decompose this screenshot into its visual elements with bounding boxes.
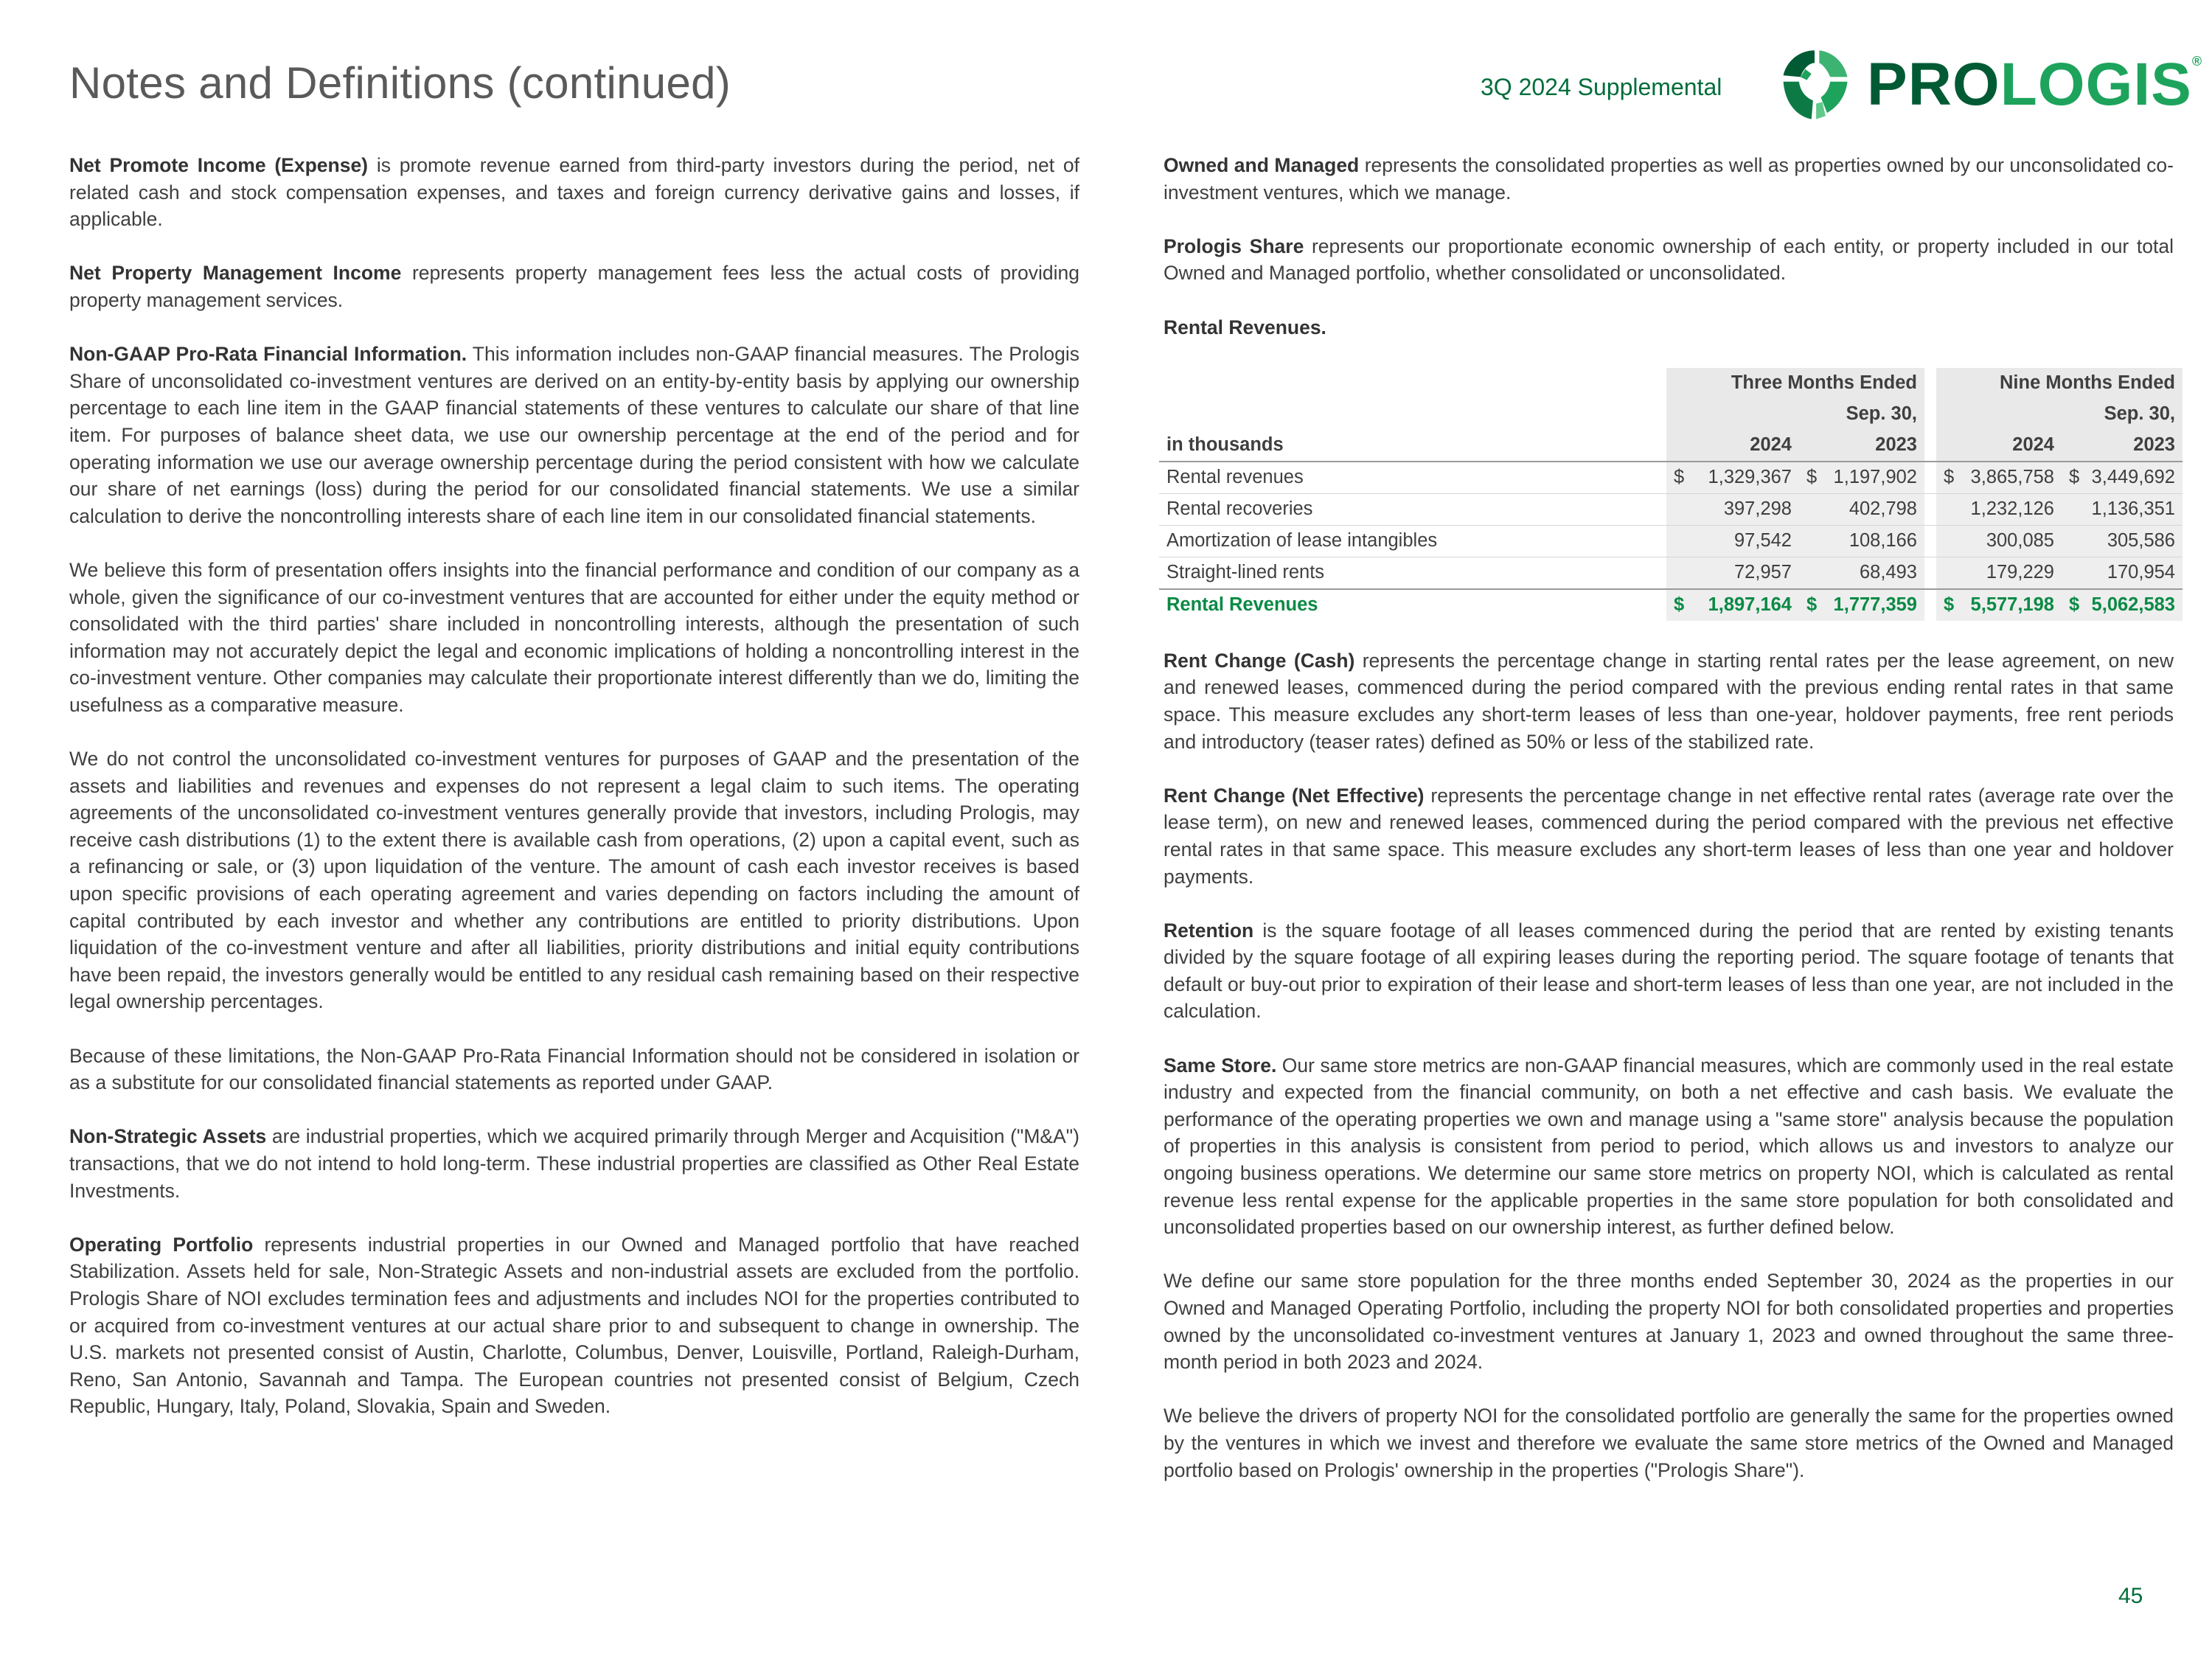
term: Prologis Share xyxy=(1164,234,1304,257)
year-header: 2023 xyxy=(2062,430,2183,462)
term: Rent Change (Net Effective) xyxy=(1164,784,1425,807)
table-cell: 170,954 xyxy=(2062,557,2183,590)
cell-value: 5,062,583 xyxy=(2091,594,2175,616)
table-cell: 1,232,126 xyxy=(1936,494,2062,526)
definition-operating-portfolio xyxy=(69,1231,1079,1420)
right-column xyxy=(1164,152,2174,1511)
definition-text: This information includes non-GAAP financial measures. The Prologis Share of unconsolidated co-investment ventures are derived on an entity-by-entity basis by applying our ownership percentage to each line item in the GAAP financial statements of these ventures to calculate our share of that line item. For purposes of balance sheet data, we use our ownership percentage at the end of the period and for operating information we use our average ownership percentage during the period consistent with how we calculate our share of net earnings (loss) during the period for our consolidated financial statements. We use a similar calculation to derive the noncontrolling interests share of each line item in our consolidated financial statements. xyxy=(69,343,1079,527)
paragraph-control-limitations xyxy=(69,745,1079,1015)
definition-text: represents the percentage change in starting rental rates per the lease agreement, on new and renewed leases, commenced during the period compared with the previous ending rental rates in that same space. This measure excludes any short-term leases of less than one-year, holdover payments, free rent periods and introductory (teaser rates) defined as 50% or less of the stabilized rate. xyxy=(1164,649,2174,753)
definition-text: is promote revenue earned from third-party investors during the period, net of related cash and stock compensation expenses, and taxes and foreign currency derivative gains and losses, if applicable. xyxy=(69,154,1080,231)
left-column xyxy=(69,152,1079,1447)
row-label: Rental recoveries xyxy=(1159,494,1666,526)
table-cell: 108,166 xyxy=(1799,526,1924,557)
row-label: Rental revenues xyxy=(1159,462,1666,494)
year-header: 2023 xyxy=(1799,430,1924,462)
header-nine-months: Nine Months Ended xyxy=(1936,368,2183,399)
unit-label: in thousands xyxy=(1159,430,1666,462)
table-header-group-row xyxy=(1159,368,2183,399)
table-cell xyxy=(1936,590,2062,621)
table-cell xyxy=(1666,590,1799,621)
definition-non-gaap-pro-rata xyxy=(69,341,1079,529)
cell-value: 3,449,692 xyxy=(2091,467,2175,488)
term: Owned and Managed xyxy=(1164,154,1360,176)
rental-revenues-table xyxy=(1159,368,2183,621)
year-header: 2024 xyxy=(1936,430,2062,462)
table-cell: 97,542 xyxy=(1666,526,1799,557)
dollar-sign: $ xyxy=(1674,467,1685,488)
definition-net-promote-income xyxy=(69,152,1079,233)
table-row xyxy=(1159,494,2183,526)
cell-value: 1,197,902 xyxy=(1833,467,1917,488)
paragraph-same-store-population xyxy=(1164,1267,2174,1375)
definition-text: represents the consolidated properties as well as properties owned by our unconsolidated co-investment ventures, which we manage. xyxy=(1164,154,2174,204)
paragraph-noi-drivers xyxy=(1164,1402,2174,1484)
paragraph-text: We believe this form of presentation offers insights into the financial performance and condition of our company as a whole, given the significance of our co-investment ventures that are accounted for either under the equity method or consolidated with the third parties' share included in noncontrolling interests, although the presentation of such information may not accurately depict the legal and economic implications of holding a noncontrolling interest in the co-investment venture. Other companies may calculate their proportionate interest differently than we do, limiting the usefulness as a comparative measure. xyxy=(69,558,1079,716)
definition-owned-and-managed xyxy=(1164,152,2174,206)
table-cell: 72,957 xyxy=(1666,557,1799,590)
definition-text: represents industrial properties in our Owned and Managed portfolio that have reached Stabilization. Assets held for sale, Non-Strategic Assets and non-industrial assets are excluded from the portfolio. Prologis Share of NOI excludes termination fees and adjustments and includes NOI for the properties contributed to or acquired from co-investment ventures at our actual share prior to and subsequent to change in ownership. The U.S. markets not presented consist of Austin, Charlotte, Columbus, Denver, Louisville, Portland, Raleigh-Durham, Reno, San Antonio, Savannah and Tampa. The European countries not presented consist of Belgium, Czech Republic, Hungary, Italy, Poland, Slovakia, Spain and Sweden. xyxy=(69,1233,1080,1418)
globe-logo-icon xyxy=(1775,46,1854,124)
definition-same-store xyxy=(1164,1052,2174,1241)
dollar-sign: $ xyxy=(1944,467,1955,488)
definition-rent-change-net-effective xyxy=(1164,782,2174,890)
table-cell xyxy=(2062,462,2183,494)
table-cell xyxy=(1799,462,1924,494)
dollar-sign: $ xyxy=(1806,594,1818,616)
definition-non-strategic-assets xyxy=(69,1123,1079,1204)
term: Retention xyxy=(1164,919,1254,942)
table-total-row xyxy=(1159,590,2183,621)
definition-net-property-management-income xyxy=(69,260,1079,313)
paragraph-text: We do not control the unconsolidated co-investment ventures for purposes of GAAP and the presentation of the assets and liabilities and revenues and expenses do not represent a legal claim to such items. The operating agreements of the unconsolidated co-investment ventures generally provide that investors, including Prologis, may receive cash distributions (1) to the extent there is available cash from operations, (2) upon a capital event, such as a refinancing or sale, or (3) upon liquidation of the venture. The amount of cash each investor receives is based upon specific provisions of each operating agreement and varies depending on factors including the amount of capital contributed by each investor and whether any contributions are entitled to priority distributions. Upon liquidation of the co-investment venture and after all liabilities, priority distributions and initial equity contributions have been repaid, the investors generally would be entitled to any residual cash remaining based on their respective legal ownership percentages. xyxy=(69,748,1079,1013)
page-title: Notes and Definitions (continued) xyxy=(69,58,731,108)
year-header: 2024 xyxy=(1666,430,1799,462)
term: Net Promote Income (Expense) xyxy=(69,154,369,176)
table-header-period-row xyxy=(1159,399,2183,430)
paragraph-because-limitations xyxy=(69,1043,1079,1096)
table-cell: 305,586 xyxy=(2062,526,2183,557)
paragraph-text: Because of these limitations, the Non-GAAP Pro-Rata Financial Information should not be considered in isolation or as a substitute for our consolidated financial statements as reported under GAAP. xyxy=(69,1044,1079,1094)
prologis-logo xyxy=(1775,46,2202,124)
cell-value: 1,777,359 xyxy=(1833,594,1917,616)
term: Non-GAAP Pro-Rata Financial Information. xyxy=(69,343,467,366)
cell-value: 3,865,758 xyxy=(1970,467,2054,488)
dollar-sign: $ xyxy=(1806,467,1818,488)
definition-rental-revenues xyxy=(1164,314,2174,341)
definition-text: represents property management fees less the actual costs of providing property management services. xyxy=(69,262,1079,311)
term: Rental Revenues. xyxy=(1164,316,1326,338)
cell-value: 1,329,367 xyxy=(1708,467,1792,488)
table-header-year-row xyxy=(1159,430,2183,462)
paragraph-text: We believe the drivers of property NOI for the consolidated portfolio are generally the same for the properties owned by the ventures in which we invest and therefore we evaluate the same store metrics of the Owned and Managed portfolio based on Prologis' ownership in the properties ("Prologis Share"). xyxy=(1164,1405,2174,1481)
term: Rent Change (Cash) xyxy=(1164,649,1355,672)
table-cell: 397,298 xyxy=(1666,494,1799,526)
table-cell xyxy=(1799,590,1924,621)
definition-text: represents the percentage change in net effective rental rates (average rate over the lease term), on new and renewed leases, commenced during the period compared with the previous net effective rental rates in that same space. This measure excludes any short-term leases of less than one year and holdover payments. xyxy=(1164,784,2174,888)
paragraph-text: We define our same store population for the three months ended September 30, 2024 as the properties in our Owned and Managed Operating Portfolio, including the property NOI for both consolidated properties and properties owned by the unconsolidated co-investment ventures at January 1, 2023 and owned throughout the same three-month period in both 2023 and 2024. xyxy=(1164,1270,2174,1374)
table-cell: 68,493 xyxy=(1799,557,1924,590)
header-period-three: Sep. 30, xyxy=(1666,399,1924,430)
table-row xyxy=(1159,526,2183,557)
dollar-sign: $ xyxy=(2069,594,2080,616)
term: Same Store. xyxy=(1164,1054,1277,1077)
definition-text: is the square footage of all leases commenced during the period that are rented by existing tenants divided by the square footage of all expiring leases during the reporting period. The square footage of tenants that default or buy-out prior to expiration of their lease and short-term leases of less than one year, are not included in the calculation. xyxy=(1164,919,2174,1023)
dollar-sign: $ xyxy=(2069,467,2080,488)
header-period-nine: Sep. 30, xyxy=(1936,399,2183,430)
table-cell: 402,798 xyxy=(1799,494,1924,526)
row-label: Amortization of lease intangibles xyxy=(1159,526,1666,557)
definition-rent-change-cash xyxy=(1164,647,2174,755)
registered-mark: ® xyxy=(2191,54,2203,69)
table-cell: 1,136,351 xyxy=(2062,494,2183,526)
supplemental-label: 3Q 2024 Supplemental xyxy=(1481,74,1722,100)
logo-wordmark-logis: LOGIS xyxy=(2000,51,2192,118)
table-cell xyxy=(2062,590,2183,621)
definition-retention xyxy=(1164,917,2174,1025)
definition-text: Our same store metrics are non-GAAP financial measures, which are commonly used in the real estate industry and expected from the financial community, on both a net effective and cash basis. We evaluate the performance of the operating properties we own and manage using a "same store" analysis because the population of properties in this analysis is consistent from period to period, which allows us and investors to analyze our ongoing business operations. We determine our same store metrics on property NOI, which is calculated as rental revenue less rental expense for the applicable properties in the same store population for both consolidated and unconsolidated properties based on our ownership interest, as further defined below. xyxy=(1164,1054,2174,1239)
term: Non-Strategic Assets xyxy=(69,1125,267,1148)
dollar-sign: $ xyxy=(1674,594,1685,616)
term: Operating Portfolio xyxy=(69,1233,254,1256)
paragraph-presentation-insights xyxy=(69,557,1079,719)
definition-text: represents our proportionate economic ownership of each entity, or property included in our total Owned and Managed portfolio, whether consolidated or unconsolidated. xyxy=(1164,234,2174,285)
table-row xyxy=(1159,462,2183,494)
dollar-sign: $ xyxy=(1944,594,1955,616)
definition-prologis-share xyxy=(1164,233,2174,287)
logo-wordmark-pro: PRO xyxy=(1867,51,2000,118)
table-cell: 179,229 xyxy=(1936,557,2062,590)
cell-value: 5,577,198 xyxy=(1970,594,2054,616)
page-number: 45 xyxy=(2118,1584,2143,1608)
row-label: Straight-lined rents xyxy=(1159,557,1666,590)
total-label: Rental Revenues xyxy=(1166,594,1318,616)
definition-text: are industrial properties, which we acquired primarily through Merger and Acquisition ("M&A") transactions, that we do not intend to hold long-term. These industrial properties are classified as Other Real Estate Investments. xyxy=(69,1125,1079,1202)
cell-value: 1,897,164 xyxy=(1708,594,1792,616)
term: Net Property Management Income xyxy=(69,262,402,285)
table-row xyxy=(1159,557,2183,590)
table-cell xyxy=(1666,462,1799,494)
header-three-months: Three Months Ended xyxy=(1666,368,1924,399)
logo-wordmark xyxy=(1867,51,2203,118)
table-cell xyxy=(1936,462,2062,494)
table-cell: 300,085 xyxy=(1936,526,2062,557)
